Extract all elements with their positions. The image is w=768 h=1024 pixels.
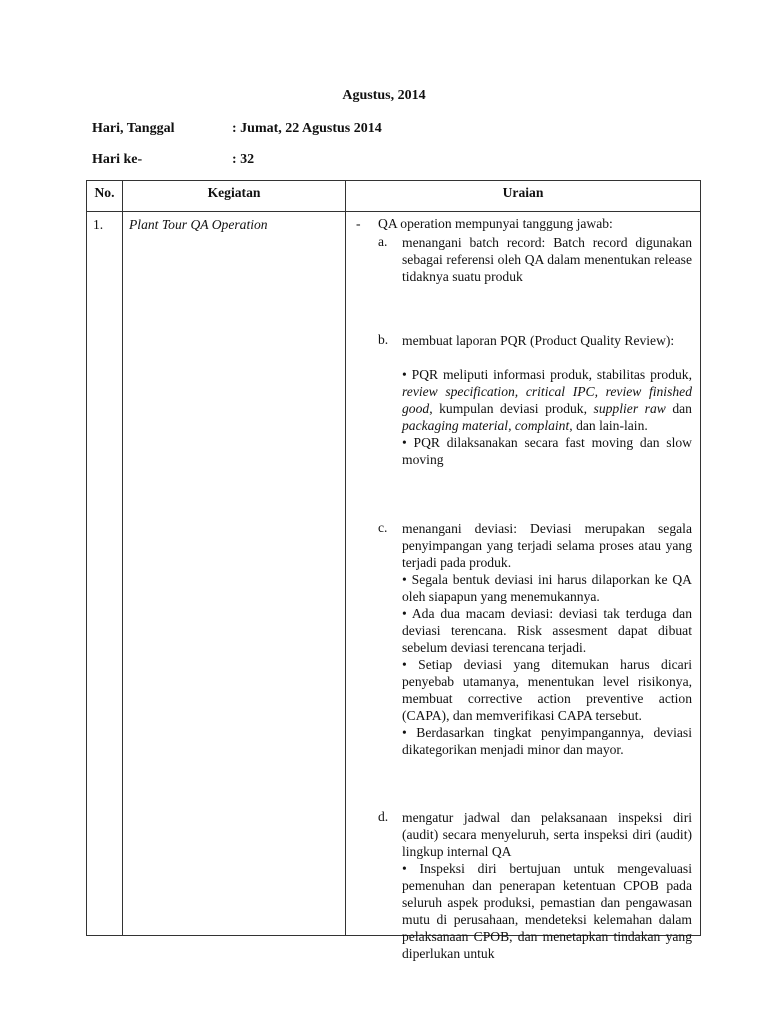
item-b-text: membuat laporan PQR (Product Quality Review): bbox=[402, 333, 675, 348]
date-row bbox=[92, 121, 382, 137]
item-c-bullet-1: • Segala bentuk deviasi ini harus dilaporkan ke QA oleh siapapun yang menemukannya. bbox=[402, 572, 692, 604]
row-uraian bbox=[346, 212, 701, 961]
header-no: No. bbox=[87, 181, 123, 212]
row-number: 1. bbox=[87, 212, 123, 936]
uraian-dash: - bbox=[356, 216, 361, 231]
item-b-bullet-1: • PQR meliputi informasi produk, stabilitas produk, review specification, critical IPC, review finished good, kumpulan deviasi produk, supplier raw dan packaging material, complaint, dan lain-lain. bbox=[402, 367, 692, 433]
item-d-letter: d. bbox=[378, 809, 389, 824]
item-b-bullet-2: • PQR dilaksanakan secara fast moving dan slow moving bbox=[402, 435, 692, 467]
day-row bbox=[92, 152, 254, 168]
row-kegiatan: Plant Tour QA Operation bbox=[123, 212, 346, 936]
date-value: : Jumat, 22 Agustus 2014 bbox=[232, 121, 382, 136]
day-label: Hari ke- bbox=[92, 152, 143, 167]
activity-table bbox=[86, 180, 701, 961]
item-d-text: mengatur jadwal dan pelaksanaan inspeksi diri (audit) secara menyeluruh, serta inspeksi diri (audit) lingkup internal QA bbox=[402, 810, 692, 859]
table-header-row bbox=[87, 181, 701, 212]
item-a-letter: a. bbox=[378, 234, 388, 249]
header-kegiatan: Kegiatan bbox=[123, 181, 346, 212]
item-c-bullet-2: • Ada dua macam deviasi: deviasi tak terduga dan deviasi terencana. Risk assesment dapat dibuat sebelum deviasi terencana terjadi. bbox=[402, 606, 692, 655]
item-c-text: menangani deviasi: Deviasi merupakan segala penyimpangan yang terjadi selama proses atau yang terjadi pada produk. bbox=[402, 521, 692, 570]
item-c-bullet-4: • Berdasarkan tingkat penyimpangannya, deviasi dikategorikan menjadi minor dan mayor. bbox=[402, 725, 692, 757]
item-b-letter: b. bbox=[378, 332, 389, 347]
item-a-text: menangani batch record: Batch record digunakan sebagai referensi oleh QA dalam menentukan release tidaknya suatu produk bbox=[402, 235, 692, 284]
page-title: Agustus, 2014 bbox=[342, 88, 426, 103]
date-label: Hari, Tanggal bbox=[92, 121, 175, 136]
day-value: : 32 bbox=[232, 152, 255, 167]
uraian-intro: QA operation mempunyai tanggung jawab: bbox=[378, 216, 613, 231]
item-c-bullet-3: • Setiap deviasi yang ditemukan harus dicari penyebab utamanya, menentukan level risikonya, membuat corrective action preventive action (CAPA), dan memverifikasi CAPA tersebut. bbox=[402, 657, 692, 723]
item-d-bullet-1: • Inspeksi diri bertujuan untuk mengevaluasi pemenuhan dan penerapan ketentuan CPOB pada seluruh aspek produksi, pemastian dan pengawasan mutu di perusahaan, mendeteksi kelemahan dalam pelaksanaan CPOB, dan menetapkan tindakan yang diperlukan untuk bbox=[402, 861, 692, 961]
table-row bbox=[87, 212, 701, 936]
header-uraian: Uraian bbox=[346, 181, 701, 212]
item-c-letter: c. bbox=[378, 520, 388, 535]
